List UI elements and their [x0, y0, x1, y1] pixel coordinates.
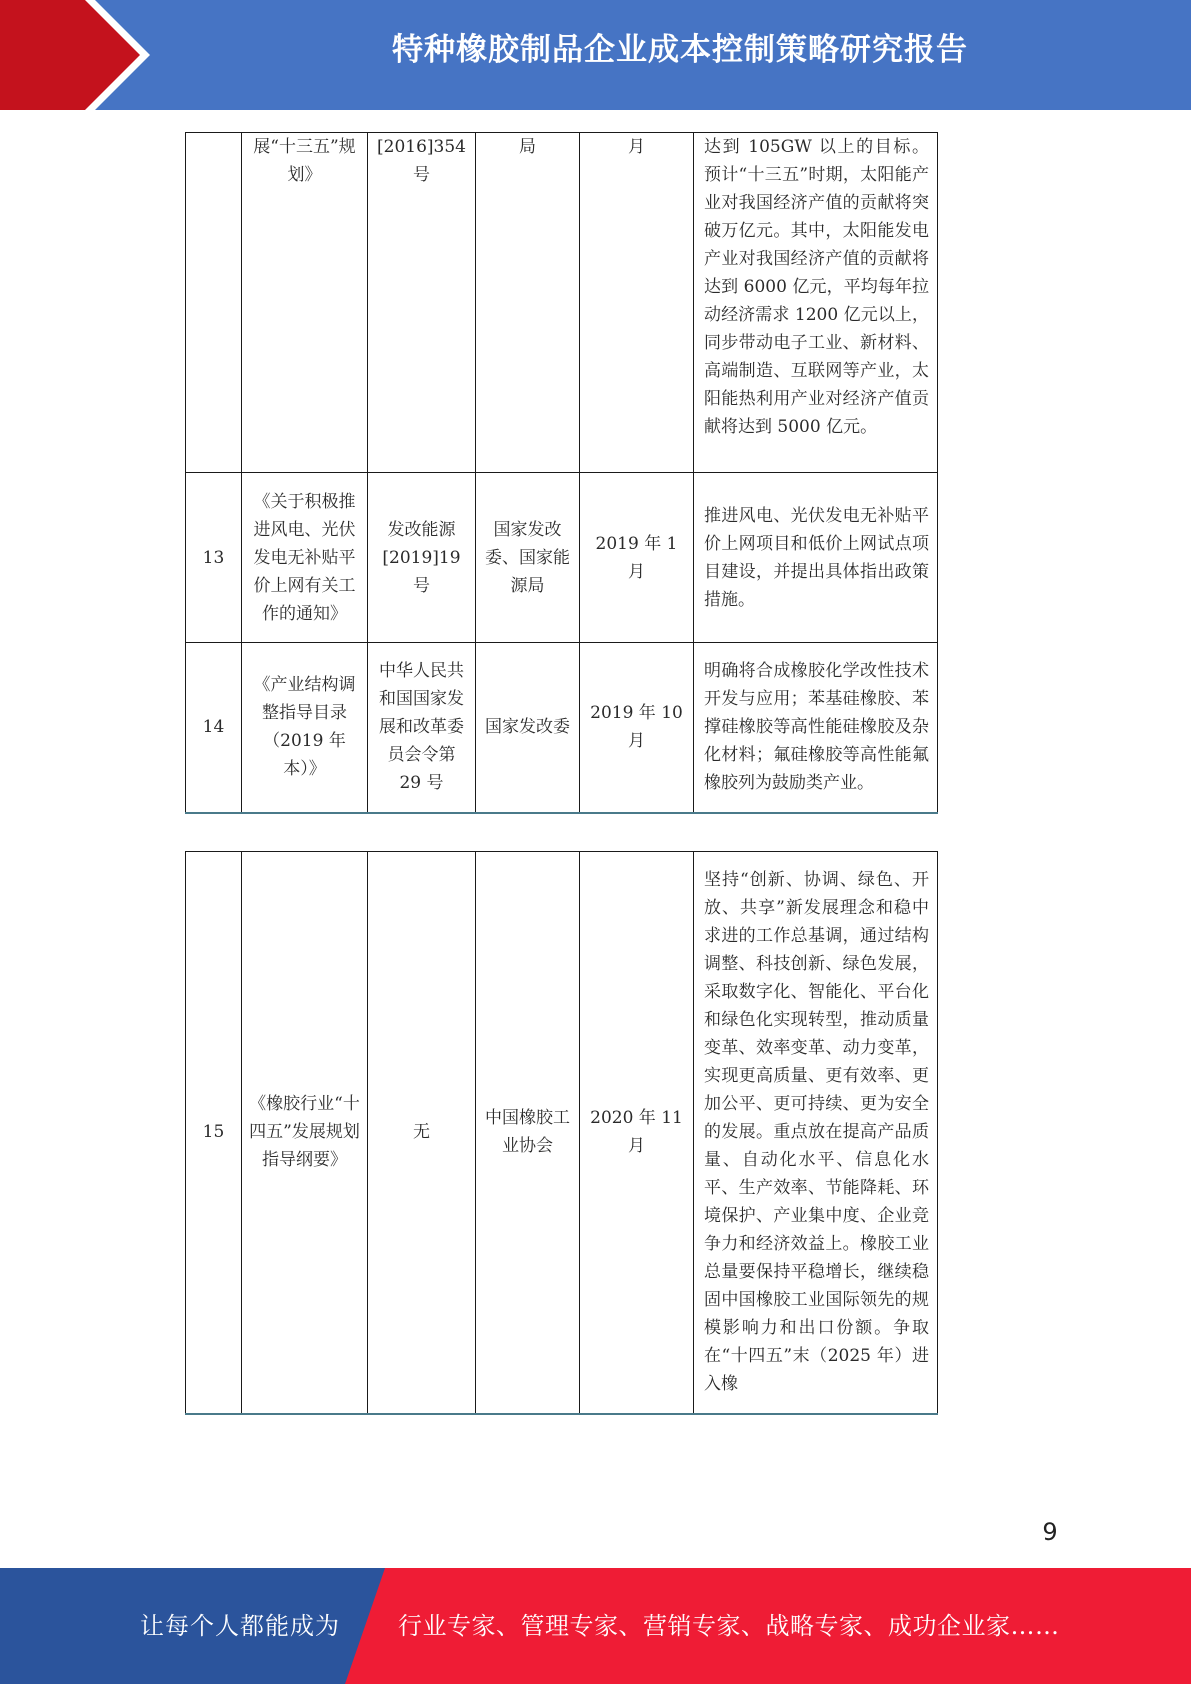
cell-doc-no: 发改能源[2019]19号 — [368, 473, 476, 643]
cell-content: 明确将合成橡胶化学改性技术开发与应用；苯基硅橡胶、苯撑硅橡胶等高性能硅橡胶及杂化材料；氟硅橡胶等高性能氟橡胶列为鼓励类产业。 — [694, 643, 938, 813]
cell-date: 月 — [580, 133, 694, 473]
cell-issuer: 局 — [476, 133, 580, 473]
table-row — [186, 643, 938, 813]
cell-content: 达到 105GW 以上的目标。预计“十三五”时期，太阳能产业对我国经济产值的贡献将突破万亿元。其中，太阳能发电产业对我国经济产值的贡献将达到 6000 亿元，平均每年拉动经济需求 1200 亿元以上，同步带动电子工业、新材料、高端制造、互联网等产业，太阳能热利用产业对经济产值贡献将达到 5000 亿元。 — [694, 133, 938, 473]
cell-no: 14 — [186, 643, 242, 813]
cell-issuer: 国家发改委、国家能源局 — [476, 473, 580, 643]
cell-no — [186, 133, 242, 473]
table-row — [186, 473, 938, 643]
footer-slogan-left: 让每个人都能成为 — [140, 1612, 340, 1640]
cell-date: 2019 年 1 月 — [580, 473, 694, 643]
page-header — [0, 0, 1191, 110]
cell-content: 坚持“创新、协调、绿色、开放、共享”新发展理念和稳中求进的工作总基调，通过结构调整、科技创新、绿色发展，采取数字化、智能化、平台化和绿色化实现转型，推动质量变革、效率变革、动力变革，实现更高质量、更有效率、更加公平、更可持续、更为安全的发展。重点放在提高产品质量、自动化水平、信息化水平、生产效率、节能降耗、环境保护、产业集中度、企业竞争力和经济效益上。橡胶工业总量要保持平稳增长，继续稳固中国橡胶工业国际领先的规模影响力和出口份额。争取在“十四五”末（2025 年）进入橡 — [694, 852, 938, 1414]
cell-name: 展“十三五”规划》 — [242, 133, 368, 473]
cell-doc-no: [2016]354号 — [368, 133, 476, 473]
page-number: 9 — [1042, 1518, 1058, 1546]
header-red-chevron — [0, 0, 140, 110]
cell-name: 《橡胶行业“十四五”发展规划指导纲要》 — [242, 852, 368, 1414]
report-title: 特种橡胶制品企业成本控制策略研究报告 — [392, 32, 968, 68]
cell-doc-no: 无 — [368, 852, 476, 1414]
cell-date: 2019 年 10 月 — [580, 643, 694, 813]
table-row — [186, 852, 938, 1414]
cell-content: 推进风电、光伏发电无补贴平价上网项目和低价上网试点项目建设，并提出具体指出政策措施。 — [694, 473, 938, 643]
policy-table-page-part — [185, 851, 938, 1415]
cell-date: 2020 年 11 月 — [580, 852, 694, 1414]
cell-issuer: 国家发改委 — [476, 643, 580, 813]
cell-issuer: 中国橡胶工业协会 — [476, 852, 580, 1414]
cell-name: 《关于积极推进风电、光伏发电无补贴平价上网有关工作的通知》 — [242, 473, 368, 643]
cell-no: 15 — [186, 852, 242, 1414]
footer-slogan-right: 行业专家、管理专家、营销专家、战略专家、成功企业家…… — [398, 1612, 1060, 1640]
table-row — [186, 133, 938, 473]
page-footer — [0, 1568, 1191, 1684]
cell-doc-no: 中华人民共和国国家发展和改革委员会令第 29 号 — [368, 643, 476, 813]
cell-name: 《产业结构调整指导目录（2019 年本）》 — [242, 643, 368, 813]
cell-no: 13 — [186, 473, 242, 643]
policy-table-continued — [185, 132, 938, 814]
